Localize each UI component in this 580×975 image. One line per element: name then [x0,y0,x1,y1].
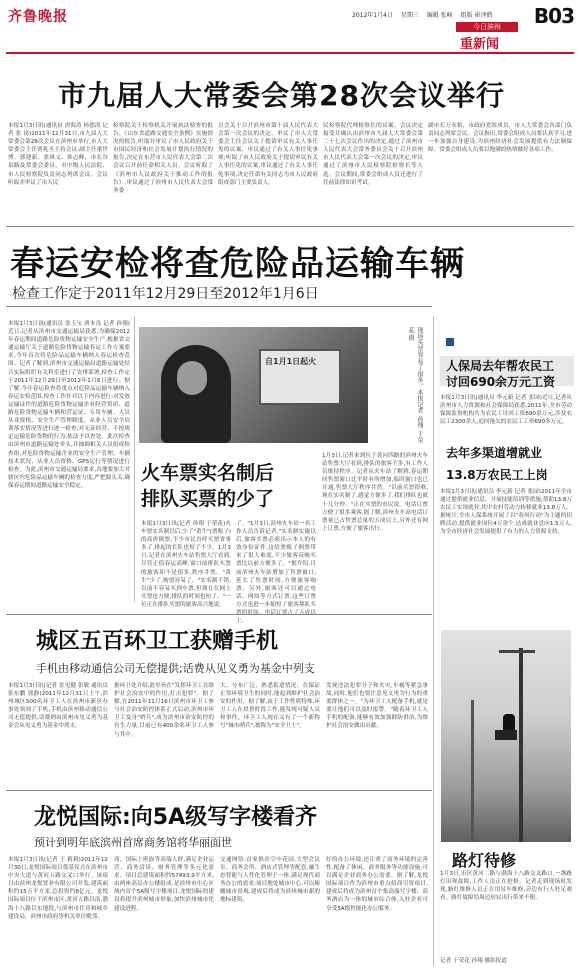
sidebar3-credit: 记者 于荣花 孙翔 摄影报道 [440,958,507,964]
story1-headline: 市九届人大常委会第28次会议举行 [58,79,505,112]
masthead-logo: 齐鲁晚报 [8,9,68,25]
story4-headline: 城区五百环卫工获赠手机 [36,629,279,654]
sidebar3-caption: 1月3日,市区黄河二路与渤海十八路交叉路口,一盏路灯出现故障,工作人员正在抢修。记者走到现场时发现,路灯维修人员正在用吊车维修,旁边有行人驻足观看。路灯故障给周边居民出行带来不便。 [440,871,572,902]
sidebar1-body: 本报1月3日讯(通讯员 李元新 记者 张园)近日,记者从滨州市人力资源和社会保障局获悉,2011年,全市劳动保障监察机构共为农民工讨回工资690余万元,涉及农民工2300余人,追回拖欠的农民工工资690多万元。 [440,395,572,426]
lamp-arm [499,650,535,653]
story2-headline: 春运安检将查危险品运输车辆 [10,244,465,284]
streetlight-repair-photo [441,630,571,842]
story2-subhead: 检查工作定于2011年12月29日至2012年1月6日 [12,286,319,302]
divider [6,306,432,307]
story4-col2: 据环卫处介绍,此举旨在"发挥环卫工在维护社会治安中的作用,打击犯罪"。据了解,在2011年11月16日滨州市环卫工参与社会治安防控体系正式启动,滨州市环卫工变身"哨兵",成为滨州市治安防控的有生力量,目前已有400余名环卫工人参与其中。 [114,683,214,738]
editor-credit: 编辑 张峰 [426,12,453,19]
sidebar1-headline-line2: 讨回690余万元工资 [446,375,556,389]
sidebar2-body: 本报1月3日讯(通讯员 李元新 记者 张园)2011年全市通过提供就业信息、开展技能培训等措施,帮助13.8万农民工实现就业,其中农村劳动力转移就业13.8万人。据统计,全市人保系统开展了以"春风行动"为主题的招聘活动,提供就业岗位4万余个,达成就业意向1.5万人,为全市经济社会发展提供了有力的人力资源支持。 [440,489,572,536]
story5-col2: 商、国际上班族等高端人群,满足企业运营、商务洽谈、财务管理等多元化需求。项目总建筑面积约57493.9平方米,由两座高层办公楼组成,是滨州市中心区域内首个5A级写字楼项目,龙悦国际的建设将提升滨州城市形象,加快滨州城市化建设进程。 [114,857,214,912]
story1-col2: 检察院关于检察机关开展执法检查的报告、《山东省道路交通安全条例》实施情况的报告,听取并审议了市人民政府关于市国民经济和社会发展计划执行情况的报告,决定在东营市人民代表大会第二次会议召开前任命相关人员。会议听取了《滨州市人民政府关于推动工作的报告》,审议通过了滨州市人民代表大会常务委 [113,123,213,194]
story4-col4: 发现违法犯罪分子和火灾,车祸等紧急事故,同时,他们也要注意见义勇为行为的重要群体之一。"为环卫工人配备手机,就是要让他们可以及时报警。"随着环卫工人手机的配备,能够有效加强群防群治,为维护社会治安做出贡献。 [326,683,428,730]
issue-weekday: 星期三 [400,12,419,19]
story4-col3: 大、分布广泛、熟悉街道情况、在保证正常环境卫生的同时,能起到维护社会治安的作用。据了解,由于工作性质特殊,环卫工人在晨昏时段工作,能发现可疑人员和事件。环卫工人现在又有了一个新称号"城市哨兵",被称为"安全卫士"。 [220,683,320,730]
story3-headline-line2: 排队买票的少了 [141,488,275,510]
designer-credit: 组版 崔泽鹤 [460,12,493,19]
divider [6,226,574,227]
story1-col3: 员会关于召开滨州市第十届人民代表大会第一次会议的决定、审议了市人大常委会主任会议关于提请审议有关人事任免的议案、审议通过了有关人事任免事项;听取了市人民政府关于提请审议有关人事任免的议案,审议通过了有关人事任免事项,决定任命有关同志为市人民政府组成部门主要负责人。 [218,123,318,186]
sidebar3-headline: 路灯待修 [452,851,517,870]
story5-headline: 龙悦国际:向5A级写字楼看齐 [34,805,318,830]
ticket-office-photo [139,327,368,443]
story5-col4: 好的办公环境,还注重了商务环境的完善性,配备了休闲、商务服务等功能设施,可以满足企业商务办公需要。据了解,龙悦国际项目作为滨州市重点招商引资项目,建成后将成为滨州首个集高端写字楼、商务酒店为一体的城市综合体,入驻企业可享受5A级智能化办公服务。 [326,857,428,912]
sidebar2-headline-line2: 13.8万农民工上岗 [446,468,548,482]
story3-col1: 本报1月3日讯(记者 孙翔 于荣花)火车票实名制以后,少了"黄牛"(票贩子)的高价倒票,不少市民直呼买票省事多了,排起的长队也短了不少。1月3日,记者在滨州火车站售票大厅看到,尽管正值春运高峰,窗口前排队买票的旅客却不是很多,秩序井然。"黄牛"少了,购票容易了。"实名制不错,以前不容易买到车票,但现在在网上买票也方便,排队的时间也短了。"一位正在排队买票的旅客高兴地说。 [141,521,231,608]
story5-col1: 本报1月3日讯(记者 王 莉莉)2011年12月30日,龙悦国际项目奠基仪式在滨州市中央大道与黄河五路交叉口举行。该项目由滨州龙悦置业有限公司开发,建筑面积约15万平方米,总投资约8亿元。龙悦国际项目位于滨州市区,黄河五路以南,渤海十八路以东地段,与滨州市住房和城乡建设局、滨州市政府等机关单位毗邻。 [8,857,108,920]
page-number: B03 [533,4,574,28]
story4-col1: 本报1月3日讯(记者 张见健 张敏 通讯员 张东鹏 郭静)2011年12月31日上午,滨州城区500名环卫工人在滨州市新区办事处领到了手机,手机由滨州移动通信公司无偿提供,话费则由滨州市见义勇为基金会从见义勇为基金中列支。 [8,683,108,730]
column-divider [134,316,135,602]
photo-caption: 现场买票容易了很多。本报记者 孙翔 于荣花 摄 [407,327,423,443]
issue-date: 2012年1月4日 [352,12,393,19]
sidebar1-headline-line1: 人保局去年帮农民工 [446,359,555,373]
story3-col2: 了。"1月3日,滨州火车站一名工作人员告诉记者,"实名制实施以后,旅客买票必须出示本人的有效身份证件,这给票贩子倒票带来了很大难度,不少旅客反映买票比以前方便多了。"据介绍,目前滨州火车站增加了售票窗口,延长了售票时间,方便旅客购票。另外,旅客还可以通过电话、网络等方式订票,这些订票方式也进一步缩短了旅客排队买 上。 [236,521,316,625]
ticket-window-sign: 自1月1日起火 [265,357,317,366]
edition-label: 今日滨州 [456,22,518,32]
lamp-post [519,648,523,842]
issue-meta [352,10,499,19]
story1-col5: 副市长万永格、市政府党组成员、市人大常委会各部门负责同志列席会议。会议指出,常委会组成人员要认真学习,进一步加强自身建设,为滨州经济社会发展提供有力法制保障。常委会组成人员要以饱满的热情做好各项工作。 [428,123,572,154]
story1-col4: 民检察院代理检察长的议案。会议决定接受并确认由滨州市九届人大常委会第二十七次会议作出的决定,通过了滨州市人民代表大会常务委员会关于召开滨州市人民代表大会第一次会议的决定,审议通过了滨州市人民检察院检察长等人选。会议期间,常委会组成人员还进行了任前法律知识考试。 [323,123,423,186]
story5-col3: 交通网络:首家推出空中花园,大型会议室、商务会所、酒店式管理等配套,融生态智能与人性化管理于一体,满足现代商务办公的需求;项目地处城市中心,可以俯瞰城市景观,建成后将成为滨州城市新的地标建筑。 [220,857,320,904]
sidebar-marker-icon [446,338,454,346]
section-title: 重新闻 [460,37,500,52]
story2-body: 本报1月3日讯(通讯员 张玉宝 唐本良 记者 孙翔)近日,记者从滨州市交通运输局获悉,为确保2012年春运期间道路危险货物运输安全生产,根据省交通运输厅关于道路危险货物运输春运工作方案要求,今年首次将危险品运输车辆纳入春运检查范围。记者了解到,滨州市交通运输局道路运输处结合实际组织有关科室进行了安排部署,检查工作定于2011年12月29日至2012年1月6日进行。据了解,今年春运检查将重点对危险品运输车辆纳入春运安检范围,检查工作针对以下内容进行:对发放运输证件的道路危险货物运输企业经营资质、道路危险货物运输车辆和营运证、专用车辆、人员从业资格、安全生产管理制度、从业人员安全培训落实情况等进行逐一检查,对无证经营、不按规定运输危险货物的行为,依法予以查处。此次检查由滨州市道路运输处牵头,并抽调相关人员组成检查组,对危险货物运输企业的安全生产管理、车辆技术状况、从业人员资格、GPS运行等情况进行检查。为此,滨州市交通运输局要求,各地要加大对辖区内危险品运输车辆的检查力度,严把源头关,确保春运期间道路运输安全稳定。 [8,321,130,489]
divider [6,790,432,791]
story5-subhead: 预计到明年底滨州首席商务馆将华丽面世 [34,836,232,849]
lift-bucket [495,730,517,740]
story3-col3: 1月3日,记者来到位于黄河四路的滨州火车站售票大厅看到,排队的旅客不多,有工作人员维持秩序。记者从火车站了解到,春运期间售票窗口比平时有所增加,临时窗口也已开通,售票大厅秩序井然。"以前买票很难,现在实名制了,感觉方便多了,我们排队也就十几分钟。"正在买票的市民说。电话订票方便了很多乘客,据了解,滨州火车站电话订票量已占售票总量的五成以上,另外还有网上订票,方便了旅客出行。 [322,453,428,532]
sidebar2-headline-line1: 去年多渠道增就业 [446,446,543,460]
story4-subhead: 手机由移动通信公司无偿提供;话费从见义勇为基金中列支 [36,662,315,675]
story1-col1: 本报1月3日讯(通讯员 唐海涛 杨德涛 记者 张 岗)2011年12月31日,市九届人大常委会第28次会议在滨州市举行,市人大常委会主任贾兆丞主持会议,副主任董世博、郭建新、张琪义、韩志峰、市长谷泉路及常委会委员、市中级人民法院、市人民检察院负责同志列席会议。会议听取并审议了市人民 [8,123,108,186]
passenger-face [177,361,207,395]
sidebar-divider [433,316,434,966]
story3-headline-line1: 火车票实名制后 [141,462,275,484]
header-rule [6,52,574,54]
divider [6,614,432,615]
crane-boom [471,700,474,842]
